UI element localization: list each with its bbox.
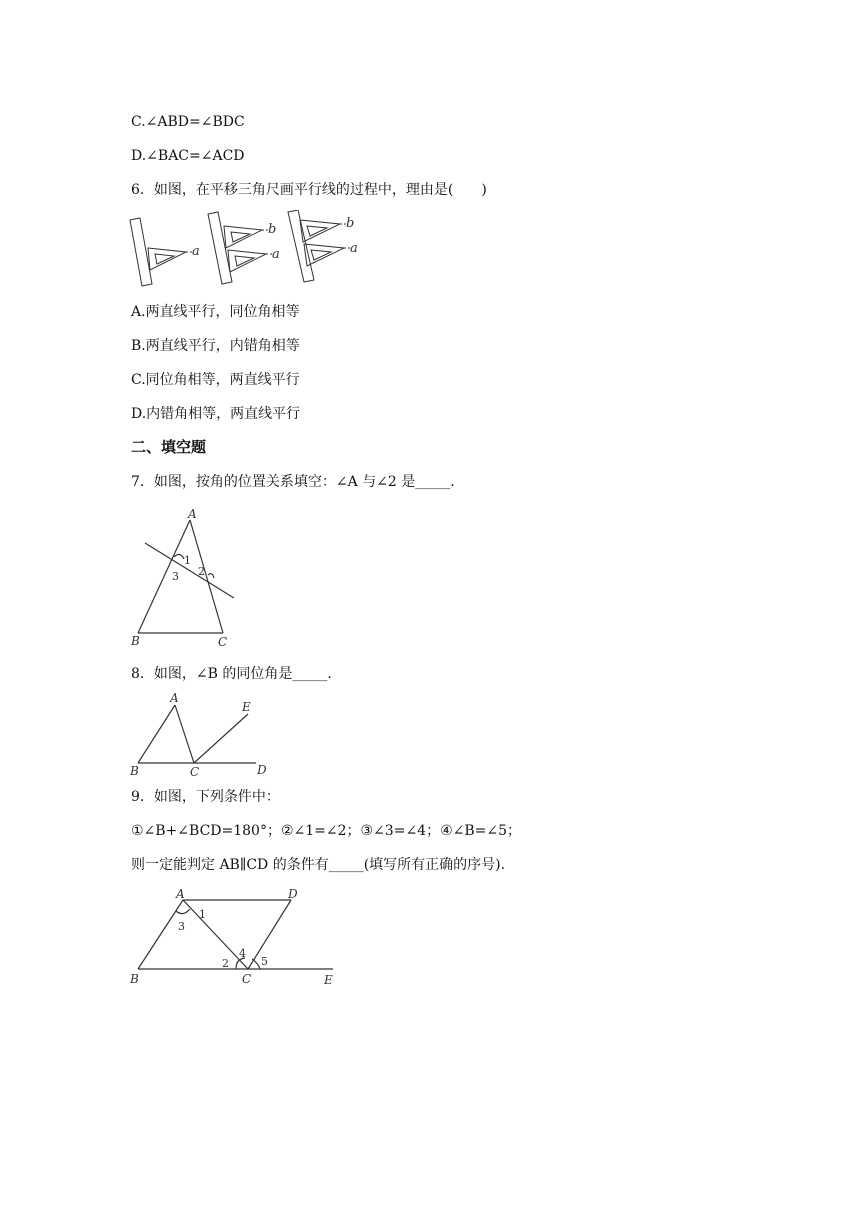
q6-label-a1: a (192, 244, 200, 259)
section-title: 二、填空题 (131, 438, 207, 456)
q6-option-a: A.两直线平行，同位角相等 (131, 304, 300, 320)
q7-angle-3: 3 (172, 570, 179, 583)
q5-option-c: C.∠ABD=∠BDC (131, 114, 245, 130)
q6-figure (128, 210, 363, 290)
q9-angle-1: 1 (199, 908, 206, 921)
q9-stem: 9．如图，下列条件中： (131, 789, 280, 805)
q9-angle-2: 2 (222, 957, 229, 970)
q8-label-b: B (130, 764, 139, 778)
q7-figure (128, 505, 248, 655)
q9-label-d: D (288, 887, 298, 901)
q9-label-b: B (130, 972, 139, 986)
q8-stem: 8．如图，∠B 的同位角是_____. (131, 666, 332, 682)
q9-label-e: E (324, 973, 333, 987)
q8-label-e: E (242, 700, 251, 714)
q6-option-b: B.两直线平行，内错角相等 (131, 338, 300, 354)
q9-angle-3: 3 (178, 920, 185, 933)
q6-stem: 6．如图，在平移三角尺画平行线的过程中，理由是( ) (131, 182, 487, 198)
q8-label-a: A (170, 691, 179, 705)
q6-label-a3: a (350, 241, 358, 256)
q7-label-c: C (218, 635, 228, 649)
q9-conditions: ①∠B+∠BCD=180°；②∠1=∠2；③∠3=∠4；④∠B=∠5； (131, 823, 522, 839)
q5-option-d: D.∠BAC=∠ACD (131, 148, 245, 164)
q6-label-b2: b (268, 222, 277, 237)
q8-label-d: D (257, 763, 267, 777)
q9-angle-5: 5 (261, 955, 268, 968)
q9-question: 则一定能判定 AB∥CD 的条件有_____(填写所有正确的序号). (131, 857, 506, 873)
q7-angle-2: 2 (198, 565, 205, 578)
q9-label-a: A (176, 887, 185, 901)
q9-figure (128, 885, 343, 990)
q9-label-c: C (242, 972, 252, 986)
q6-option-c: C.同位角相等，两直线平行 (131, 372, 300, 388)
q7-stem: 7．如图，按角的位置关系填空：∠A 与∠2 是_____. (131, 474, 455, 490)
q7-label-b: B (131, 634, 140, 648)
q6-option-d: D.内错角相等，两直线平行 (131, 406, 301, 422)
q8-figure (128, 690, 278, 780)
q7-label-a: A (188, 507, 197, 521)
q6-label-b3: b (346, 216, 355, 231)
q9-angle-4: 4 (239, 947, 246, 960)
q7-angle-1: 1 (184, 554, 191, 567)
q6-label-a2: a (272, 247, 280, 262)
q8-label-c: C (190, 765, 200, 779)
